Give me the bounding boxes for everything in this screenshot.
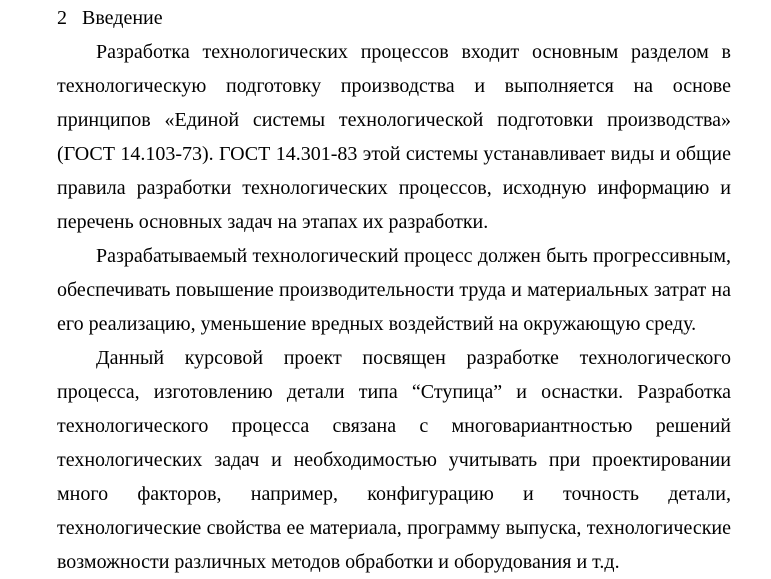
text-line: много факторов, например, конфигурацию и точность детали, [57,483,731,505]
text-line: процесса, изготовлению детали типа “Ступица” и оснастки. Разработка [57,381,731,403]
text-line: Разрабатываемый технологический процесс должен быть прогрессивным, [96,245,731,267]
paragraph [57,239,731,341]
text-line: правила разработки технологических процессов, исходную информацию и [57,177,731,199]
section-title: Введение [82,7,163,29]
paragraph [57,341,731,579]
document-body [57,35,731,579]
text-line: (ГОСТ 14.103-73). ГОСТ 14.301-83 этой системы устанавливает виды и общие [57,143,731,165]
text-line: его реализацию, уменьшение вредных воздействий на окружающую среду. [57,313,697,335]
text-line: технологических задач и необходимостью учитывать при проектировании [57,449,731,471]
text-line: Разработка технологических процессов входит основным разделом в [96,41,731,63]
text-line: технологическую подготовку производства и выполняется на основе [57,75,731,97]
section-heading [57,1,731,35]
text-line: технологические свойства ее материала, программу выпуска, технологические [57,517,731,539]
text-line: технологического процесса связана с многовариантностью решений [57,415,731,437]
text-line: Данный курсовой проект посвящен разработке технологического [96,347,731,369]
section-number: 2 [57,7,67,29]
text-line: возможности различных методов обработки и оборудования и т.д. [57,551,620,573]
text-line: перечень основных задач на этапах их разработки. [57,211,489,233]
paragraph [57,35,731,239]
text-line: обеспечивать повышение производительности труда и материальных затрат на [57,279,731,301]
text-line: принципов «Единой системы технологической подготовки производства» [57,109,731,131]
